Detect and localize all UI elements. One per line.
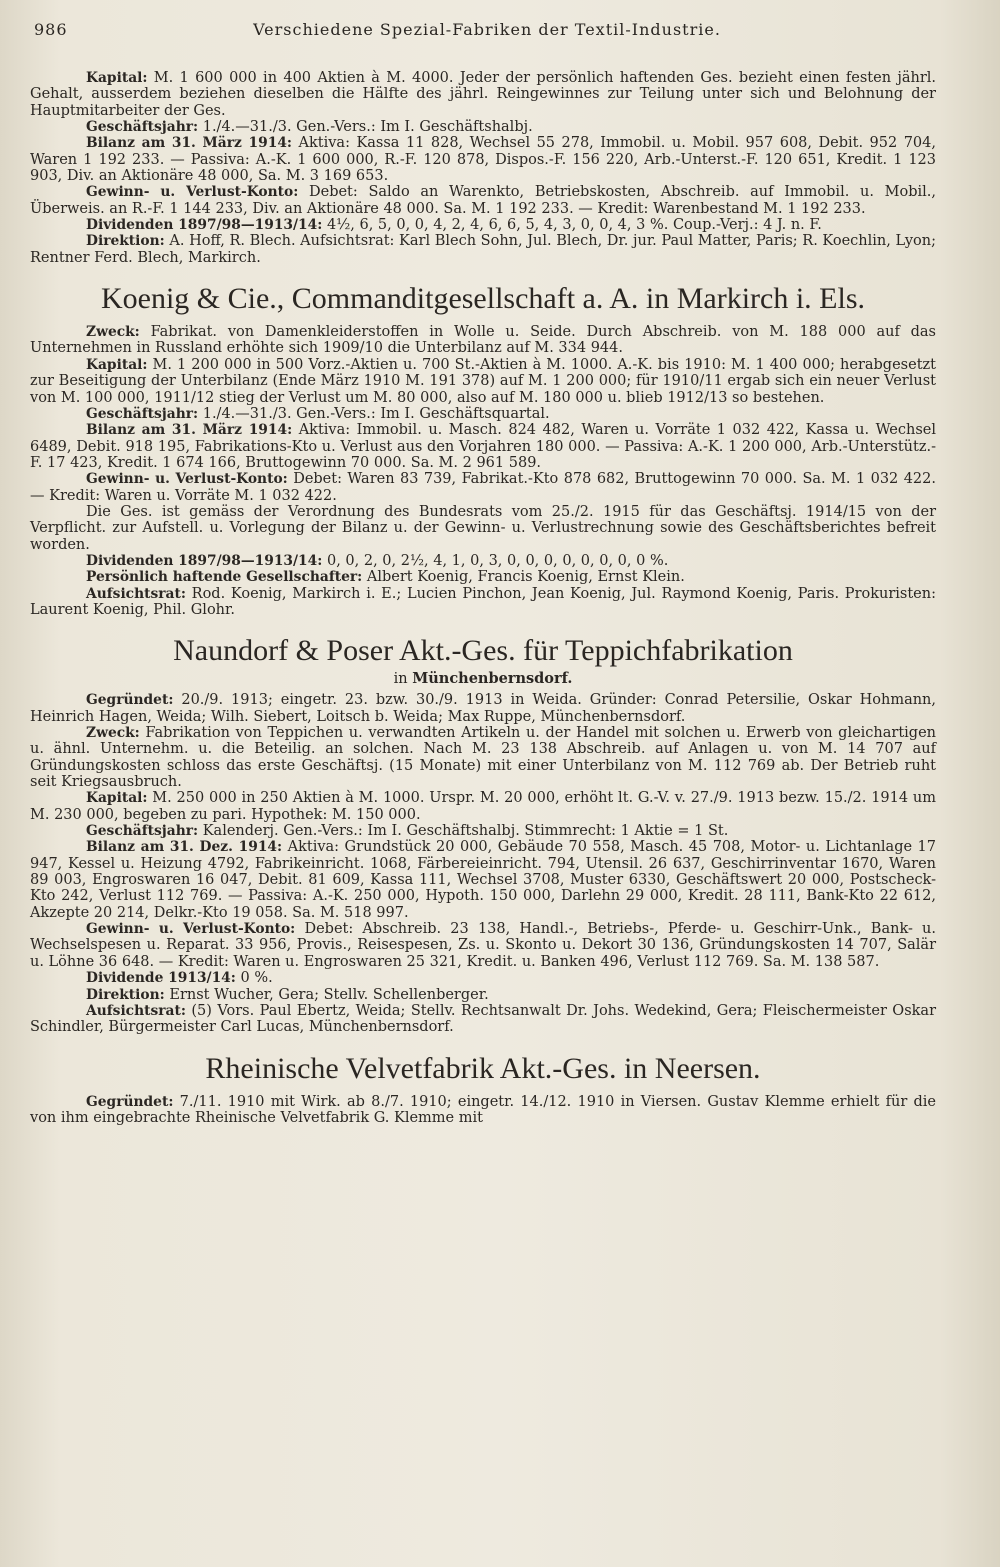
company-heading: Koenig & Cie., Commanditgesellschaft a. A. in Markirch i. Els. bbox=[100, 282, 866, 316]
running-title: Verschiedene Spezial-Fabriken der Textil-Industrie. bbox=[253, 20, 721, 39]
company-subheading: in Münchenbernsdorf. bbox=[393, 670, 573, 688]
paragraph: Gewinn- u. Verlust-Konto: Debet: Saldo an Warenkto, Betriebskosten, Abschreib. auf Immobil. u. Mobil., Überweis. an R.-F. 1 144 233, Div. an Aktionäre 48 000. Sa. M. 1 192 233. — Kredit: Warenbestand M. 1 192 233. bbox=[30, 184, 936, 217]
paragraph: Aufsichtsrat: (5) Vors. Paul Ebertz, Weida; Stellv. Rechtsanwalt Dr. Johs. Wedekind, Gera; Fleischermeister Oskar Schindler, Bürgermeister Carl Lucas, Münchenbernsdorf. bbox=[30, 1002, 936, 1036]
paragraph: Kapital: M. 1 600 000 in 400 Aktien à M. 4000. Jeder der persönlich haftenden Ges. bezieht einen festen jährl. Gehalt, ausserdem beziehen dieselben die Hälfte des jährl. Reingewinnes zur Teilung unter sich und Belohnung der Hauptmitarbeiter der Ges. bbox=[30, 70, 936, 119]
paragraph: Direktion: A. Hoff, R. Blech. Aufsichtsrat: Karl Blech Sohn, Jul. Blech, Dr. jur. Paul Matter, Paris; R. Koechlin, Lyon; Rentner Ferd. Blech, Markirch. bbox=[30, 233, 936, 266]
section-koenig-cie bbox=[30, 282, 936, 618]
paragraph: Direktion: Ernst Wucher, Gera; Stellv. Schellenberger. bbox=[86, 986, 489, 1003]
paragraph: Aufsichtsrat: Rod. Koenig, Markirch i. E.; Lucien Pinchon, Jean Koenig, Jul. Raymond Koenig, Paris. Prokuristen: Laurent Koenig, Phil. Glohr. bbox=[30, 585, 936, 618]
paragraph: Zweck: Fabrikation von Teppichen u. verwandten Artikeln u. der Handel mit solchen u. Erwerb von gleichartigen u. ähnl. Unternehm. u. die Beteilig. an solchen. Nach M. 23 138 Abschreib. auf Anlagen u. von M. 14 707 auf Gründungskosten schloss das erste Geschäftsj. (15 Monate) mit einer Unterbilanz von M. 112 769 ab. Der Betrieb ruht seit Kriegsausbruch. bbox=[30, 725, 936, 791]
paragraph: Dividende 1913/14: 0 %. bbox=[86, 970, 273, 987]
paragraph: Geschäftsjahr: 1./4.—31./3. Gen.-Vers.: Im I. Geschäftsquartal. bbox=[86, 405, 550, 422]
section-naundorf-poser bbox=[30, 634, 936, 1035]
company-heading: Naundorf & Poser Akt.-Ges. für Teppichfabrikation bbox=[173, 634, 793, 668]
section-rheinische-velvetfabrik bbox=[30, 1052, 936, 1127]
paragraph: Dividenden 1897/98—1913/14: 0, 0, 2, 0, 2½, 4, 1, 0, 3, 0, 0, 0, 0, 0, 0, 0, 0 %. bbox=[86, 552, 669, 569]
paragraph: Geschäftsjahr: 1./4.—31./3. Gen.-Vers.: Im I. Geschäftshalbj. bbox=[86, 119, 533, 136]
paragraph: Zweck: Fabrikat. von Damenkleiderstoffen in Wolle u. Seide. Durch Abschreib. von M. 188 000 auf das Unternehmen in Russland erhöhte sich 1909/10 die Unterbilanz auf M. 334 944. bbox=[30, 324, 936, 357]
paragraph: Persönlich haftende Gesellschafter: Albert Koenig, Francis Koenig, Ernst Klein. bbox=[86, 569, 685, 586]
page-content bbox=[30, 70, 936, 1126]
paragraph: Kapital: M. 1 200 000 in 500 Vorz.-Aktien u. 700 St.-Aktien à M. 1000. A.-K. bis 1910: M. 1 400 000; herabgesetzt zur Beseitigung der Unterbilanz (Ende März 1910 M. 191 378) auf M. 1 200 000; für 1910/11 ergab sich ein neuer Verlust von M. 100 000, 1911/12 stieg der Verlust um M. 80 000, also auf M. 180 000 u. blieb 1912/13 so bestehen. bbox=[30, 356, 936, 406]
paragraph: Dividenden 1897/98—1913/14: 4½, 6, 5, 0, 0, 4, 2, 4, 6, 6, 5, 4, 3, 0, 0, 4, 3 %. Coup.-Verj.: 4 J. n. F. bbox=[86, 217, 822, 234]
page-header bbox=[34, 20, 940, 50]
paragraph: Bilanz am 31. März 1914: Aktiva: Kassa 11 828, Wechsel 55 278, Immobil. u. Mobil. 957 608, Debit. 952 704, Waren 1 192 233. — Passiva: A.-K. 1 600 000, R.-F. 120 878, Dispos.-F. 156 220, Arb.-Unterst.-F. 120 651, Kredit. 1 123 903, Div. an Aktionäre 48 000, Sa. M. 3 169 653. bbox=[30, 135, 936, 185]
paragraph: Gewinn- u. Verlust-Konto: Debet: Waren 83 739, Fabrikat.-Kto 878 682, Bruttogewinn 70 000. Sa. M. 1 032 422. — Kredit: Waren u. Vorräte M. 1 032 422. bbox=[30, 471, 936, 504]
section-previous-company bbox=[30, 70, 936, 266]
company-heading: Rheinische Velvetfabrik Akt.-Ges. in Neersen. bbox=[205, 1051, 761, 1085]
paragraph: Gegründet: 20./9. 1913; eingetr. 23. bzw. 30./9. 1913 in Weida. Gründer: Conrad Petersilie, Oskar Hohmann, Heinrich Hagen, Weida; Wilh. Siebert, Loitsch b. Weida; Max Ruppe, Münchenbernsdorf. bbox=[30, 692, 936, 725]
paragraph: Gegründet: 7./11. 1910 mit Wirk. ab 8./7. 1910; eingetr. 14./12. 1910 in Viersen. Gustav Klemme erhielt für die von ihm eingebrachte Rheinische Velvetfabrik G. Klemme mit bbox=[30, 1093, 936, 1126]
page-number: 986 bbox=[34, 20, 68, 39]
paragraph: Gewinn- u. Verlust-Konto: Debet: Abschreib. 23 138, Handl.-, Betriebs-, Pferde- u. Geschirr-Unk., Bank- u. Wechselspesen u. Reparat. 33 956, Provis., Reisespesen, Zs. u. Skonto u. Dekort 30 136, Gründungskosten 14 707, Salär u. Löhne 36 648. — Kredit: Waren u. Engroswaren 25 321, Kredit. u. Banken 496, Verlust 112 769. Sa. M. 138 587. bbox=[30, 921, 937, 970]
paragraph: Kapital: M. 250 000 in 250 Aktien à M. 1000. Urspr. M. 20 000, erhöht lt. G.-V. v. 27./9. 1913 bezw. 15./2. 1914 um M. 230 000, begeben zu pari. Hypothek: M. 150 000. bbox=[30, 790, 936, 823]
paragraph: Bilanz am 31. Dez. 1914: Aktiva: Grundstück 20 000, Gebäude 70 558, Masch. 45 708, Motor- u. Lichtanlage 17 947, Kessel u. Heizung 4792, Fabrikeinricht. 1068, Färbereieinricht. 794, Utensil. 26 637, Geschirrinventar 1670, Waren 89 003, Engroswaren 16 047, Debit. 81 609, Kassa 111, Wechsel 3708, Muster 6330, Geschäftswert 20 000, Postscheck-Kto 242, Verlust 112 769. — Passiva: A.-K. 250 000, Hypoth. 150 000, Darlehn 29 000, Kredit. 28 111, Bank-Kto 22 612, Akzepte 20 214, Delkr.-Kto 19 058. Sa. M. 518 997. bbox=[30, 839, 937, 921]
paragraph: Geschäftsjahr: Kalenderj. Gen.-Vers.: Im I. Geschäftshalbj. Stimmrecht: 1 Aktie = 1 St. bbox=[86, 823, 729, 840]
paragraph: Bilanz am 31. März 1914: Aktiva: Immobil. u. Masch. 824 482, Waren u. Vorräte 1 032 422, Kassa u. Wechsel 6489, Debit. 918 195, Fabrikations-Kto u. Verlust aus den Vorjahren 180 000. — Passiva: A.-K. 1 200 000, Arb.-Unterstütz.-F. 17 423, Kredit. 1 674 166, Bruttogewinn 70 000. Sa. M. 2 961 589. bbox=[30, 422, 937, 471]
paragraph: Die Ges. ist gemäss der Verordnung des Bundesrats vom 25./2. 1915 für das Geschäftsj. 1914/15 von der Verpflicht. zur Aufstell. u. Vorlegung der Bilanz u. der Gewinn- u. Verlustrechnung sowie des Geschäftsberichtes befreit worden. bbox=[30, 503, 936, 553]
